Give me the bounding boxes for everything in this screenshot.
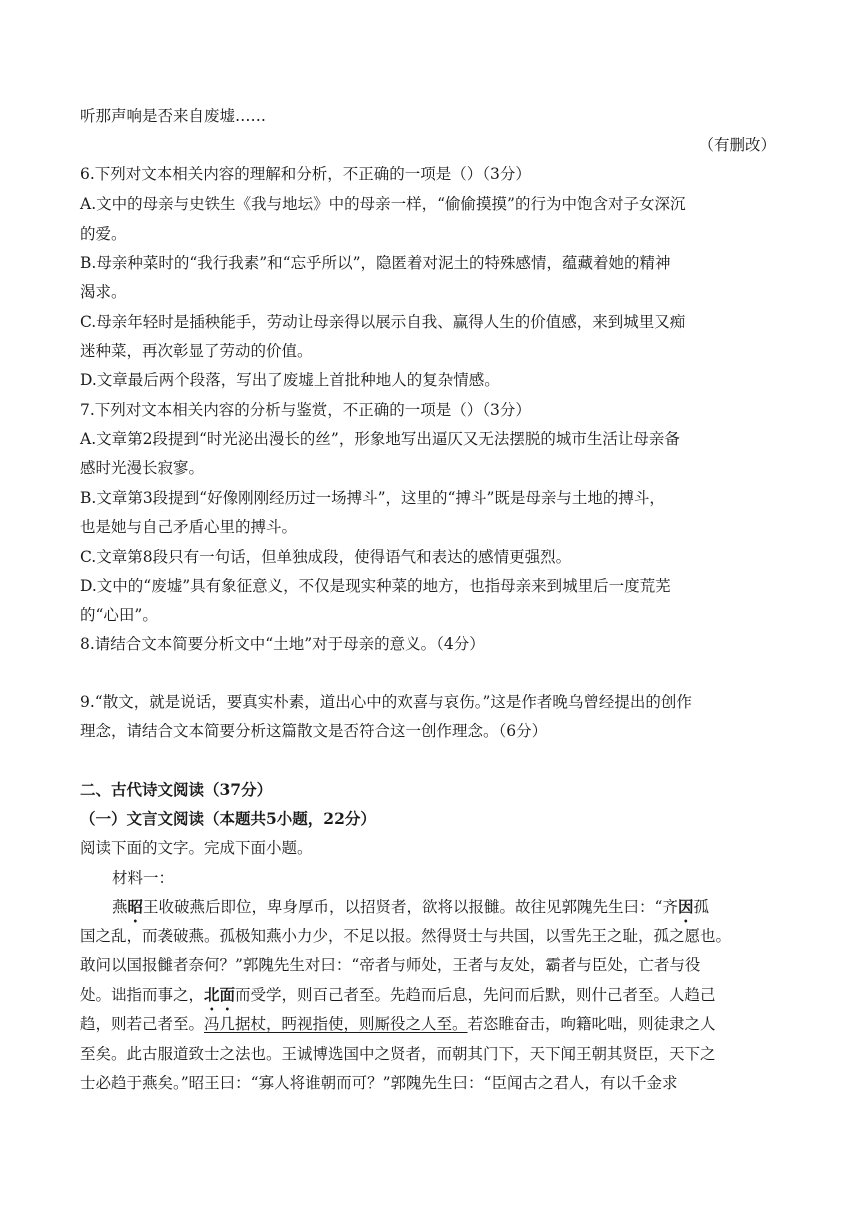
question-7-stem: 7.下列对文本相关内容的分析与鉴赏，不正确的一项是（）（3分）	[80, 401, 531, 419]
question-7-option-b: B.文章第3段提到“好像刚刚经历过一场搏斗”，这里的“搏斗”既是母亲与土地的搏斗，	[80, 489, 665, 507]
passage-line-3: 敢问以国报雠者奈何？”郭隗先生对曰：“帝者与师处，王者与友处，霸者与臣处，亡者与役	[80, 956, 701, 974]
question-7-option-c: C.文章第8段只有一句话，但单独成段，使得语气和表达的感情更强烈。	[80, 548, 572, 566]
section-heading: 二、古代诗文阅读（37分）	[80, 780, 273, 799]
passage-text: 处。诎指而事之，	[80, 986, 205, 1004]
question-7-option-a-cont: 感时光漫长寂寥。	[80, 459, 205, 477]
subsection-heading: （一）文言文阅读（本题共5小题，22分）	[80, 809, 376, 828]
passage-line-4	[80, 985, 716, 1014]
source-note: （有删改）	[698, 136, 776, 154]
question-6-option-c: C.母亲年轻时是插秧能手，劳动让母亲得以展示自我、赢得人生的价值感，来到城里又痴	[80, 313, 686, 331]
passage-line-5	[80, 1014, 716, 1034]
passage-line-1	[112, 897, 709, 926]
passage-text: 燕	[112, 898, 128, 916]
passage-text: 而受学，则百己者至。先趋而后息，先问而后默，则什己者至。人趋己	[235, 986, 716, 1004]
question-6-option-c-cont: 迷种菜，再次彰显了劳动的价值。	[80, 342, 313, 360]
question-9-line-2: 理念，请结合文本简要分析这篇散文是否符合这一创作理念。（6分）	[80, 722, 548, 740]
passage-line-6: 至矣。此古服道致士之法也。王诚博选国中之贤者，而朝其门下，天下闻王朝其贤臣，天下之	[80, 1045, 716, 1063]
question-8-stem: 8.请结合文本简要分析文中“土地”对于母亲的意义。（4分）	[80, 635, 485, 653]
passage-text: 孤	[693, 898, 709, 916]
passage-continuation: 听那声响是否来自废墟……	[80, 107, 267, 125]
question-6-option-a-cont: 的爱。	[80, 225, 127, 243]
material-label: 材料一：	[112, 869, 175, 887]
passage-line-2: 国之乱，而袭破燕。孤极知燕小力少，不足以报。然得贤士与共国，以雪先王之耻，孤之愿也。	[80, 927, 732, 945]
passage-text: 王收破燕后即位，卑身厚币，以招贤者，欲将以报雠。故往见郭隗先生曰：“齐	[143, 898, 678, 916]
emphasized-char: 因	[677, 897, 694, 916]
question-6-option-b: B.母亲种菜时的“我行我素”和“忘乎所以”，隐匿着对泥土的特殊感情，蕴藏着她的精神	[80, 254, 671, 272]
reading-instruction: 阅读下面的文字。完成下面小题。	[80, 839, 313, 857]
question-7-option-d-cont: 的“心田”。	[80, 606, 158, 624]
question-6-option-a: A.文中的母亲与史铁生《我与地坛》中的母亲一样，“偷偷摸摸”的行为中饱含对子女深沉	[80, 195, 686, 213]
question-7-option-d: D.文中的“废墟”具有象征意义，不仅是现实种菜的地方，也指母亲来到城里后一度荒芜	[80, 577, 671, 595]
underlined-sentence: 冯几据杖，眄视指使，则厮役之人至。	[204, 1015, 468, 1033]
question-6-option-d: D.文章最后两个段落，写出了废墟上首批种地人的复杂情感。	[80, 371, 500, 389]
question-6-option-b-cont: 渴求。	[80, 283, 127, 301]
question-7-option-a: A.文章第2段提到“时光泌出漫长的丝”，形象地写出逼仄又无法摆脱的城市生活让母亲备	[80, 430, 680, 448]
passage-text: 趋，则若己者至。	[80, 1015, 205, 1033]
emphasized-char: 昭	[127, 897, 144, 916]
emphasized-char: 北面	[204, 985, 236, 1004]
passage-text: 若恣睢奋击，呴籍叱咄，则徒隶之人	[467, 1015, 716, 1033]
question-7-option-b-cont: 也是她与自己矛盾心里的搏斗。	[80, 518, 298, 536]
question-9-line-1: 9.“散文，就是说话，要真实朴素，道出心中的欢喜与哀伤。”这是作者晚乌曾经提出的创作	[80, 693, 692, 711]
question-6-stem: 6.下列对文本相关内容的理解和分析，不正确的一项是（）（3分）	[80, 165, 531, 183]
passage-line-7: 士必趋于燕矣。”昭王曰：“寡人将谁朝而可？”郭隗先生曰：“臣闻古之君人，有以千金求	[80, 1074, 678, 1092]
